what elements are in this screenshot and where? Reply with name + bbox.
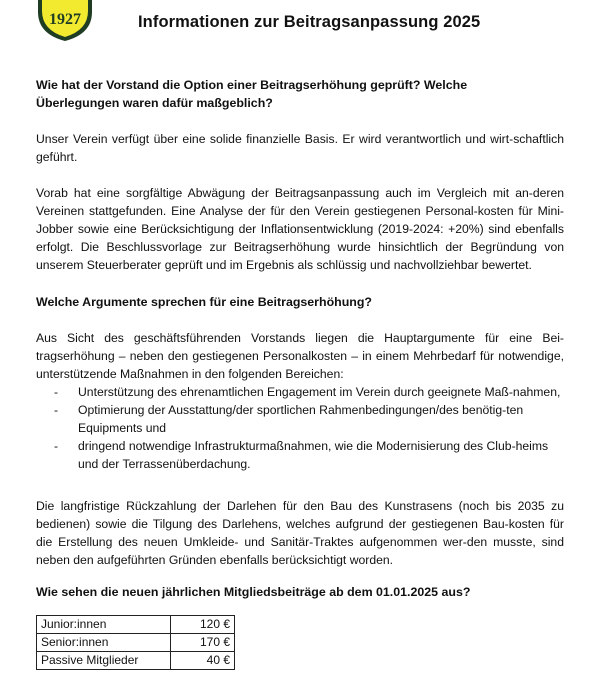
section-2-intro: Aus Sicht des geschäftsführenden Vorstands liegen die Hauptargumente für eine Bei-tragserhöhung – neben den gestiegenen Personalkosten – in einem Mehrbedarf für notwendige, unterstützende Maßnahmen in den folgenden Bereichen:	[36, 331, 564, 381]
document-body	[36, 76, 564, 670]
club-logo	[36, 0, 94, 42]
section-1-paragraph-1: Unser Verein verfügt über eine solide finanzielle Basis. Er wird verantwortlich und wirt-schaftlich geführt.	[36, 132, 564, 164]
section-1-heading: Wie hat der Vorstand die Option einer Beitragserhöhung geprüft? Welche Überlegungen waren dafür maßgeblich?	[36, 78, 468, 110]
list-item: - Optimierung der Ausstattung/der sportlichen Rahmenbedingungen/des benötig-ten Equipments und	[36, 401, 564, 437]
logo-year: 1927	[49, 11, 81, 28]
list-item-text: Optimierung der Ausstattung/der sportlichen Rahmenbedingungen/des benötig-ten Equipments und	[78, 403, 524, 435]
list-item-text: dringend notwendige Infrastrukturmaßnahmen, wie die Modernisierung des Club-heims und der Terrassenüberdachung.	[78, 439, 549, 471]
section-2-outro: Die langfristige Rückzahlung der Darlehen für den Bau des Kunstrasens (noch bis 2035 zu bedienen) sowie die Tilgung des Darlehens, welches aufgrund der gestiegenen Bau-kosten für die Erstellung des neuen Umkleide- und Sanitär-Traktes aufgenommen wer-den musste, sind neben den aufgeführten Gründen ebenfalls berücksichtigt worden.	[36, 499, 564, 567]
list-item: - Unterstützung des ehrenamtlichen Engagement im Verein durch geeignete Maß-nahmen,	[36, 383, 564, 401]
list-item: - dringend notwendige Infrastrukturmaßnahmen, wie die Modernisierung des Club-heims und der Terrassenüberdachung.	[36, 437, 564, 473]
section-1-paragraph-2: Vorab hat eine sorgfältige Abwägung der Beitragsanpassung auch im Vergleich mit an-deren Vereinen stattgefunden. Eine Analyse der für den Verein gestiegenen Personal-kosten für Mini-Jobber sowie eine Berücksichtigung der Inflationsentwicklung (2019-2024: +20%) sind ebenfalls erfolgt. Die Beschlussvorlage zur Beitragserhöhung wurde hinsichtlich der Begründung von unserem Steuerberater geprüft und im Ergebnis als schlüssig und nachvollziehbar bewertet.	[36, 186, 564, 272]
argument-list	[36, 383, 564, 473]
fee-label: Passive Mitglieder	[37, 652, 171, 670]
table-row	[37, 652, 235, 670]
fee-label: Junior:innen	[37, 616, 171, 634]
section-2-heading: Welche Argumente sprechen für eine Beitragserhöhung?	[36, 295, 372, 309]
page-title: Informationen zur Beitragsanpassung 2025	[138, 13, 481, 31]
fee-label: Senior:innen	[37, 634, 171, 652]
table-row	[37, 634, 235, 652]
fee-value: 120 €	[171, 616, 235, 634]
fee-table	[36, 615, 235, 670]
fee-value: 40 €	[171, 652, 235, 670]
fee-value: 170 €	[171, 634, 235, 652]
section-3-heading: Wie sehen die neuen jährlichen Mitgliedsbeiträge ab dem 01.01.2025 aus?	[36, 585, 471, 599]
table-row	[37, 616, 235, 634]
club-crest-icon	[36, 0, 94, 42]
list-item-text: Unterstützung des ehrenamtlichen Engagement im Verein durch geeignete Maß-nahmen,	[78, 385, 561, 399]
